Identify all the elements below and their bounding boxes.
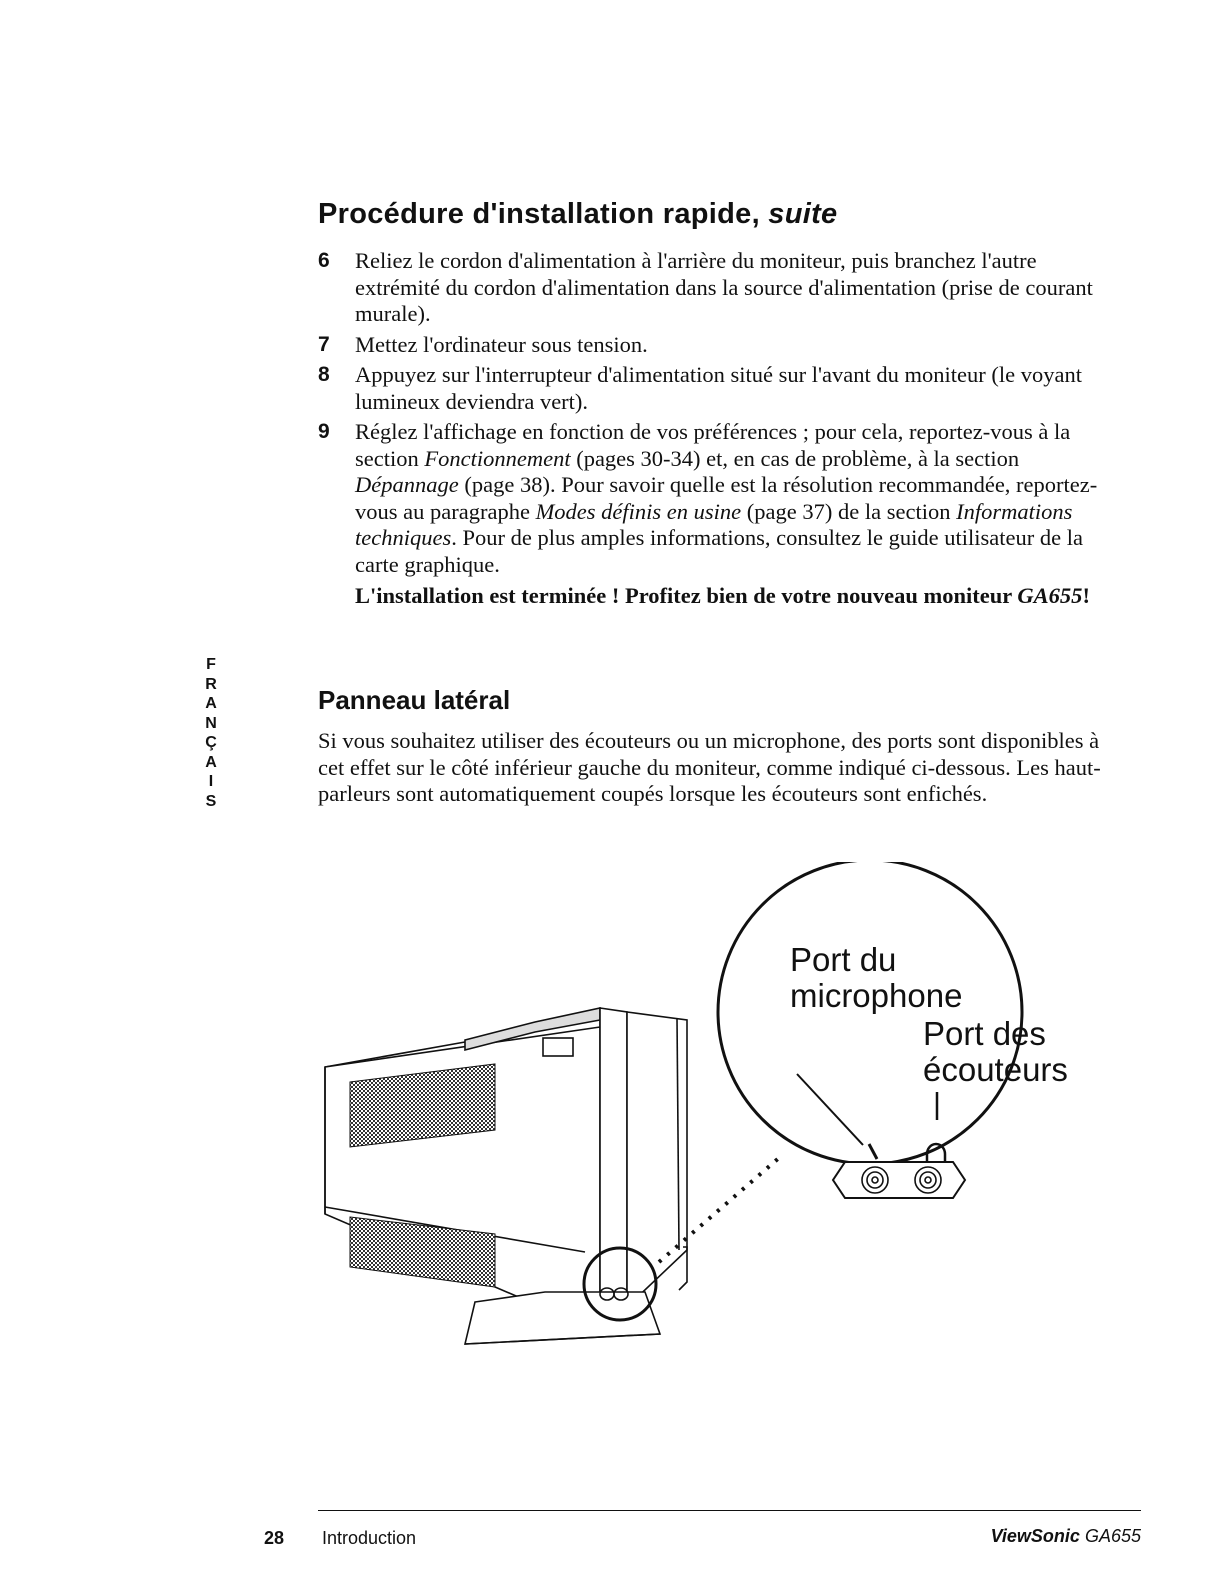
section-paragraph: Si vous souhaitez utiliser des écouteurs ou un microphone, des ports sont disponibles à cet effet sur le côté inférieur gauche du moniteur, comme indiqué ci-dessous. Les haut-parleurs sont automatiquement coupés lorsque les écouteurs sont enfichés. [318, 728, 1101, 806]
sidebar-letter: N [205, 714, 217, 732]
footer-rule [318, 1510, 1141, 1511]
footer-section: Introduction [322, 1528, 417, 1548]
sidebar-letter: Ç [205, 734, 217, 751]
step-text-part: (page 38). Pour savoir quelle est la résolution recommandée, reportez-vous au paragraphe [355, 472, 1098, 524]
mic-label-line1: Port du [790, 941, 897, 978]
step-text-part: . Pour de plus amples informations, consultez le guide utilisateur de la carte graphique. [355, 525, 1083, 577]
brand-name: ViewSonic [990, 1526, 1080, 1546]
title-text: Procédure d'installation rapide, [318, 198, 760, 230]
sidebar-letter: I [208, 773, 214, 790]
sidebar-letter: A [205, 753, 217, 771]
step-text: Appuyez sur l'interrupteur d'alimentation situé sur l'avant du moniteur (le voyant lumineux deviendra vert). [355, 362, 1082, 414]
headphone-port-label [923, 1016, 1068, 1088]
installation-steps [318, 248, 1118, 609]
model-name: GA655 [1017, 583, 1083, 608]
step-6 [318, 248, 1118, 328]
completion-note [318, 582, 1118, 609]
title-italic: suite [768, 198, 838, 230]
sidebar-letter: F [206, 656, 216, 673]
language-sidebar [198, 655, 224, 811]
step-7 [318, 332, 1118, 359]
section-ref-informations: Informations techniques [355, 498, 1073, 550]
step-text-part: Réglez l'affichage en fonction de vos préférences ; pour cela, reportez-vous à la section [355, 419, 1071, 471]
headphone-label-line2: écouteurs [923, 1051, 1068, 1088]
step-text: Reliez le cordon d'alimentation à l'arrière du moniteur, puis branchez l'autre extrémité du cordon d'alimentation dans la source d'alimentation (prise de courant murale). [355, 248, 1093, 326]
headphone-label-line1: Port des [923, 1015, 1046, 1052]
note-end: ! [1082, 583, 1090, 608]
note-text: L'installation est terminée ! Profitez bien de votre nouveau moniteur [355, 583, 1018, 608]
step-9 [318, 419, 1118, 578]
step-number: 9 [318, 420, 330, 443]
monitor-side-panel-illustration [315, 862, 1125, 1352]
section-ref-fonctionnement: Fonctionnement [424, 445, 571, 471]
section-ref-depannage: Dépannage [355, 472, 459, 497]
section-ref-modes: Modes définis en usine [535, 498, 742, 524]
step-number: 8 [318, 363, 330, 386]
mic-label-line2: microphone [790, 977, 963, 1014]
monitor-drawing [315, 862, 1125, 1352]
microphone-icon [869, 1144, 877, 1159]
sidebar-letter: A [205, 695, 217, 712]
footer-brand [991, 1526, 1141, 1547]
sidebar-letter: R [205, 675, 217, 693]
monitor-bezel [600, 1008, 627, 1332]
page-title [318, 198, 837, 231]
page-number: 28 [264, 1528, 285, 1548]
step-text-part: (pages 30-34) et, en cas de problème, à la section [570, 445, 1020, 471]
step-text-part: (page 37) de la section [741, 498, 957, 524]
mic-port-label [790, 942, 962, 1014]
step-number: 7 [318, 332, 330, 356]
section-heading: Panneau latéral [318, 685, 511, 715]
sidebar-letter: S [205, 792, 217, 810]
step-text: Mettez l'ordinateur sous tension. [355, 331, 648, 357]
port-plate [833, 1162, 965, 1198]
step-number: 6 [318, 249, 330, 272]
model-name: GA655 [1084, 1526, 1141, 1546]
step-8 [318, 362, 1118, 415]
